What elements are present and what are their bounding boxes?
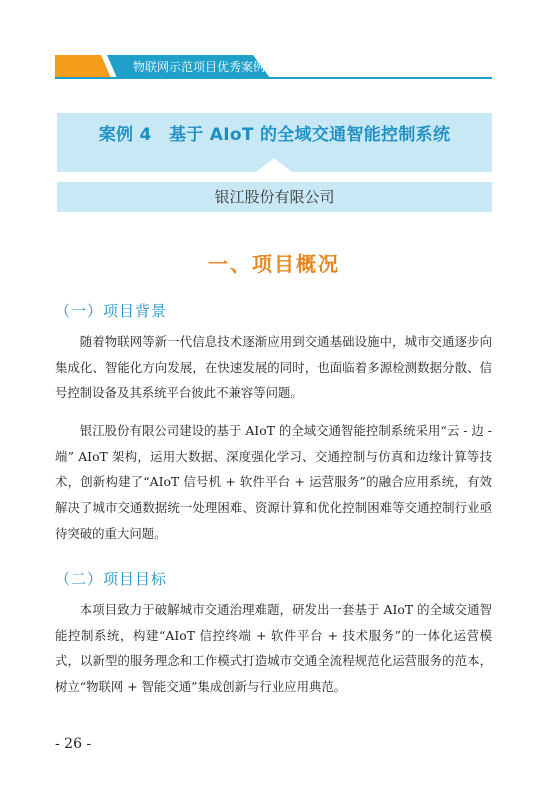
- page-number: - 26 -: [55, 736, 92, 752]
- section-title: 一、项目概况: [208, 252, 340, 276]
- header-divider: [55, 77, 492, 79]
- subsection-heading-background: （一）项目背景: [55, 302, 168, 320]
- header-title: 物联网示范项目优秀案例集: [133, 60, 278, 74]
- paragraph: 银江股份有限公司建设的基于 AIoT 的全域交通智能控制系统采用“云 - 边 - 端” AIoT 架构，运用大数据、深度强化学习、交通控制与仿真和边缘计算等技术，创新构建了“AIoT 信号机 + 软件平台 + 运营服务”的融合应用系统，有效解决了城市交通数据统一处理困难、资源计算和优化控制困难等交通控制行业亟待突破的重大问题。: [55, 423, 492, 541]
- paragraph: 本项目致力于破解城市交通治理难题，研发出一套基于 AIoT 的全域交通智能控制系统，构建“AIoT 信控终端 + 软件平台 + 技术服务”的一体化运营模式，以新型的服务理念和工作模式打造城市交通全流程规范化运营服务的范本，树立“物联网 + 智能交通”集成创新与行业应用典范。: [55, 602, 492, 695]
- paragraph: 随着物联网等新一代信息技术逐渐应用到交通基础设施中，城市交通逐步向集成化、智能化方向发展，在快速发展的同时，也面临着多源检测数据分散、信号控制设备及其系统平台彼此不兼容等问题。: [55, 334, 492, 401]
- case-title: 案例 4 基于 AIoT 的全域交通智能控制系统: [98, 125, 451, 145]
- running-header: [55, 55, 278, 78]
- case-banner-arrow: [57, 158, 492, 172]
- subsection-heading-goal: （二）项目目标: [55, 570, 168, 588]
- company-name: 银江股份有限公司: [57, 182, 492, 212]
